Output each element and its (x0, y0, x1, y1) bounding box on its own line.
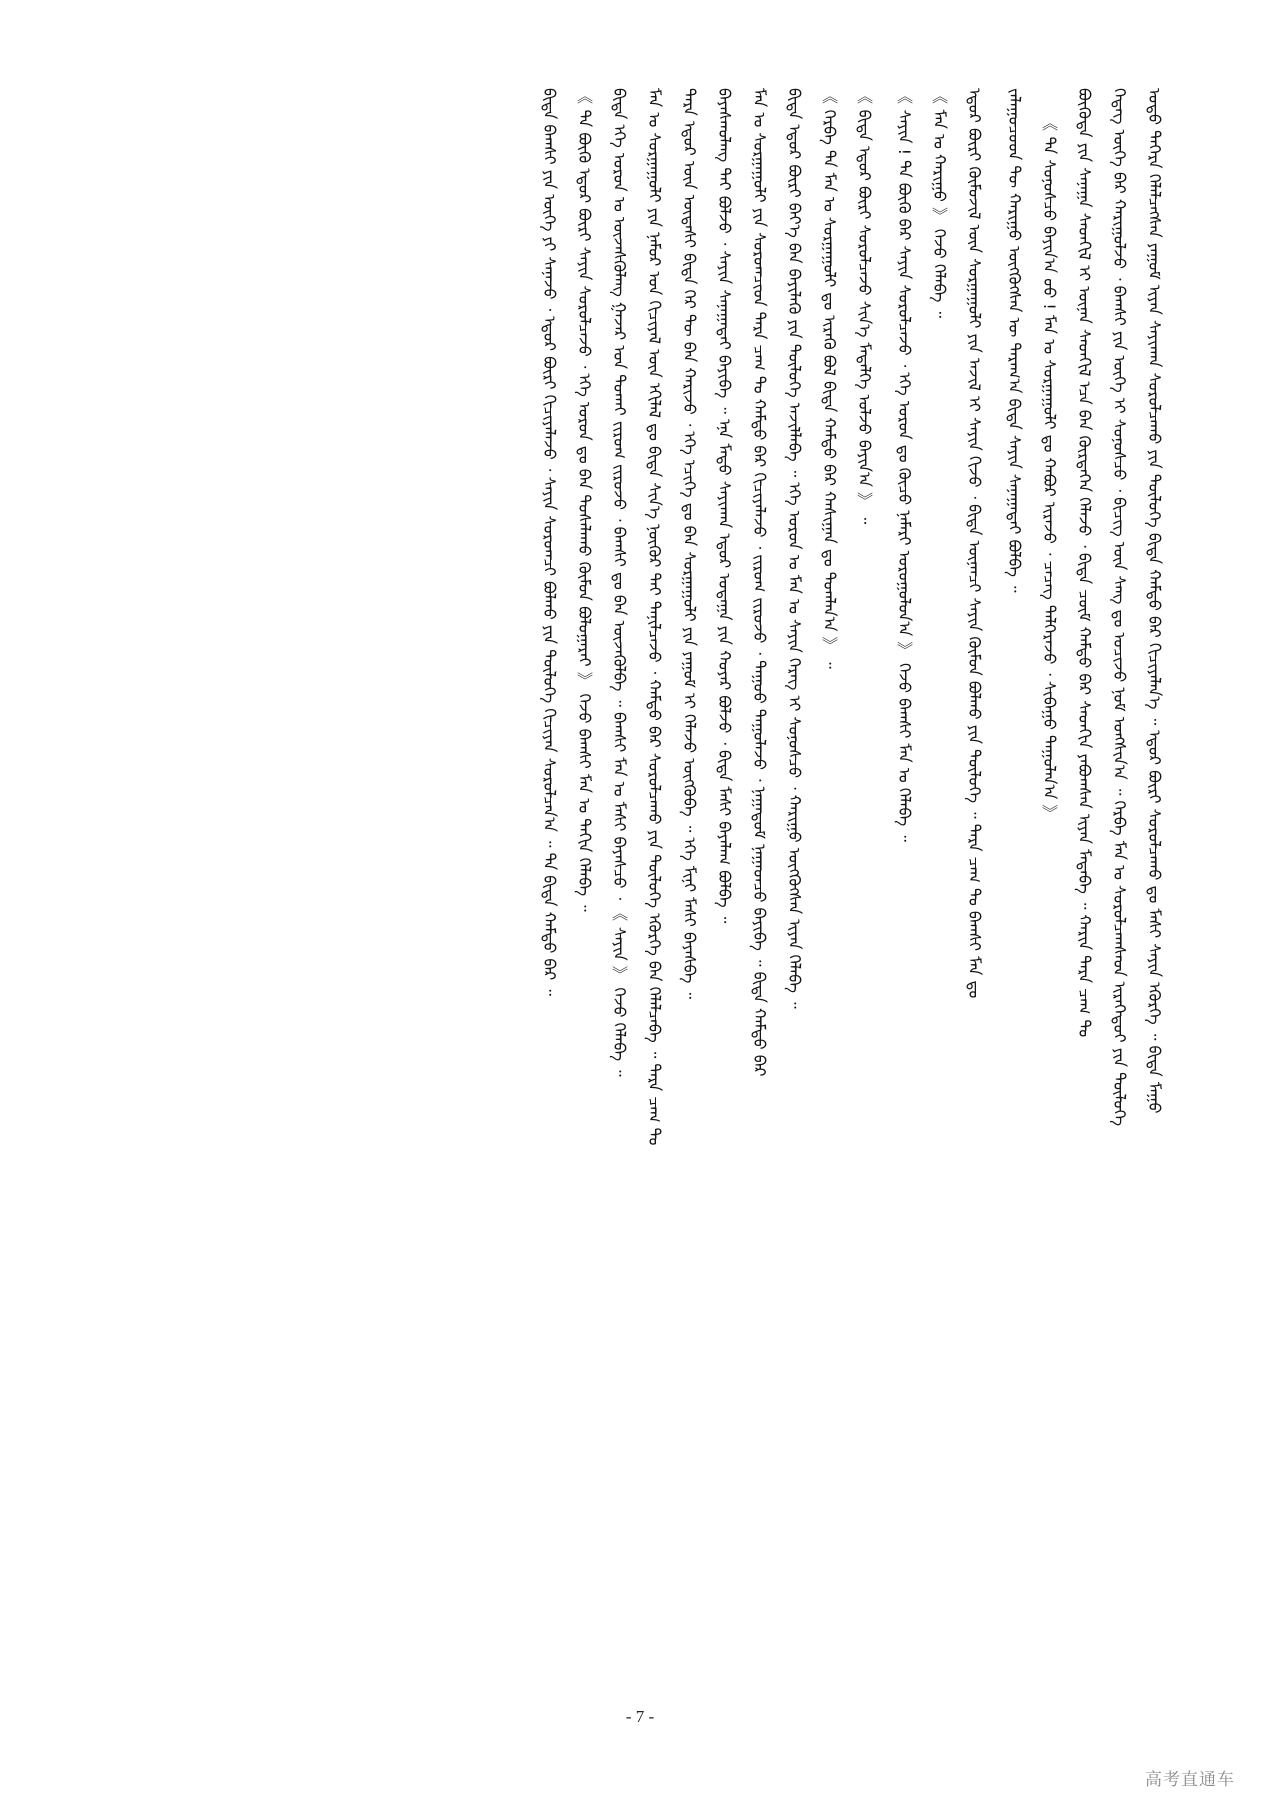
text-column-5: ᠵᠠᠯᠠᠭᠤᠴᠤᠳ ᠲᠦ ᠬᠠᠷᠢᠭᠤ ᠥᠭᠭᠦᠭᠰᠡᠨ ᠦ ᠳᠠᠷᠠᠭ᠎ᠠ ᠪᠢᠳᠡ ᠰᠠᠶᠢᠨ ᠰᠠᠨᠠᠭᠠᠲᠠᠶ ᠪᠣᠯᠪᠠ ᠃ (1005, 88, 1024, 593)
text-column-6: ᠡᠳᠦᠷ ᠪᠦᠷᠢ ᠬᠦᠮᠦᠵᠢᠯ ᠦᠨ ᠰᠤᠷᠭᠠᠭᠤᠯᠢ ᠶᠢᠨ ᠠᠵᠢᠯ ᠢ ᠰᠠᠶᠢᠨ ᠬᠢᠵᠦ ᠂ ᠪᠢᠳᠡ ᠦᠨᠡᠨᠴᠢ ᠰᠠᠶᠢᠨ ᠬᠦᠮᠦᠨ ᠪᠣᠯᠬᠤ ᠶᠢᠨ ᠲᠥᠯᠥᠭᠡ ᠃ ᠲᠡᠷᠡ ᠴᠠᠭ ᠲᠤ ᠪᠠᠭᠰᠢ ᠮᠠᠨ ᠳᠤ (965, 88, 984, 999)
text-column-1: ᠣᠳᠣ ᠳᠡᠭᠡᠷᠡ ᠬᠡᠯᠡᠯᠴᠡᠭᠰᠡᠨ ᠶᠠᠭᠤᠮ ᠢᠶᠠᠨ ᠰᠠᠶᠢᠬᠠᠨ ᠰᠤᠷᠤᠯᠴᠠᠬᠤ ᠶᠢᠨ ᠲᠥᠯᠥᠭᠡ ᠪᠢᠳᠡ ᠬᠠᠮᠲᠤ ᠪᠡᠷ ᠬᠢᠴᠢᠶᠡᠯᠡᠨ᠎ᠡ ᠃ ᠡᠳᠦᠷ ᠪᠦᠷᠢ ᠰᠤᠷᠤᠯᠴᠠᠬᠤ ᠳᠤ ᠮᠠᠰᠢ ᠰᠠᠶᠢᠨ ᠡᠭᠦᠷᠭᠡ ᠃ ᠪᠢᠳᠡ ᠮᠠᠭᠤ (1145, 88, 1164, 1114)
text-column-4: 《 ᠲᠠ ᠰᠣᠨᠣᠰᠴᠤ ᠪᠠᠶᠢᠨ᠎ᠠ ᠤᠤ ! ᠮᠠᠨ ᠤ ᠰᠤᠷᠭᠠᠭᠤᠯᠢ ᠳᠤ ᠬᠠᠪᠤᠷ ᠢᠷᠡᠵᠦ ᠂ ᠴᠡᠴᠡᠭ ᠳᠡᠯᠭᠡᠷᠡᠵᠦ ᠂ ᠰᠢᠪᠠᠭᠤ ᠳᠠᠭᠤᠯᠠᠨ᠎ᠠ 》 (1040, 115, 1059, 821)
text-column-16: ᠪᠢᠳᠡ ᠡᠬᠡ ᠣᠷᠣᠨ ᠤ ᠦᠵᠡᠰᠬᠦᠯᠡᠩ ᠭᠠᠵᠠᠷ ᠤᠨ ᠲᠤᠬᠠᠢ ᠵᠢᠷᠤᠭ ᠵᠢᠷᠤᠵᠤ ᠂ ᠪᠠᠭᠰᠢ ᠳᠤ ᠪᠡᠨ ᠦᠵᠡᠭᠦᠯᠪᠡ ᠃ ᠪᠠᠭᠰᠢ ᠮᠠᠨ ᠤ ᠮᠠᠰᠢ ᠪᠠᠶᠠᠰᠴᠤ ᠂ 《 ᠰᠠᠶᠢᠨ 》 ᠭᠡᠵᠦ ᠬᠡᠯᠡᠪᠡ ᠃ (610, 88, 629, 1077)
text-column-2: ᠭᠡᠳᠡᠭ ᠦᠭᠡ ᠪᠡᠷ ᠬᠠᠷᠢᠭᠤᠯᠵᠤ ᠂ ᠪᠠᠭᠰᠢ ᠶᠢᠨ ᠦᠭᠡ ᠢ ᠰᠣᠨᠣᠰᠴᠤ ᠂ ᠪᠢᠴᠢᠭ ᠦᠨ ᠰᠠᠩ ᠳᠤ ᠣᠴᠢᠵᠤ ᠨᠣᠮ ᠤᠩᠰᠢᠨ᠎ᠠ ᠃ ᠬᠡᠷᠪᠡ ᠮᠠᠨ ᠤ ᠰᠤᠷᠤᠯᠴᠠᠭᠰᠠᠳ ᠢᠷᠡᠭᠡᠳᠦᠢ ᠶᠢᠨ ᠲᠥᠯᠥᠭᠡ (1110, 88, 1129, 1127)
text-column-3: ᠪᠦᠭᠦᠳᠡ ᠶᠢᠨ ᠰᠠᠨᠠᠭᠠ ᠰᠡᠳᠬᠢᠯ ᠢ ᠦᠨᠡᠨ ᠰᠡᠳᠬᠢᠯ ᠡᠴᠡ ᠪᠠᠨ ᠬᠦᠷᠳᠡᠭᠡᠨ ᠬᠡᠯᠡᠵᠦ ᠂ ᠪᠢᠳᠡ ᠴᠥᠮ ᠬᠠᠮᠲᠤ ᠪᠡᠷ ᠰᠡᠳᠬᠢᠨ ᠶᠠᠪᠤᠭᠰᠠᠨ ᠢᠶᠠᠨ ᠮᠡᠳᠡᠪᠡ ᠃ ᠬᠠᠷᠢᠨ ᠲᠡᠷᠡ ᠴᠠᠭ ᠲᠤ (1075, 88, 1094, 1038)
text-column-17: 《 ᠲᠠ ᠪᠦᠬᠦ ᠡᠳᠦᠷ ᠪᠦᠷᠢ ᠰᠠᠶᠢᠨ ᠰᠤᠷᠤᠯᠴᠠᠵᠤ ᠂ ᠡᠬᠡ ᠣᠷᠣᠨ ᠳᠤ ᠪᠠᠨ ᠲᠤᠰᠠᠯᠠᠬᠤ ᠬᠦᠮᠦᠨ ᠪᠣᠯᠤᠭᠠᠷᠠᠶ 》 ᠭᠡᠵᠦ ᠪᠠᠭᠰᠢ ᠮᠠᠨ ᠤ ᠳᠠᠬᠢᠨ ᠬᠡᠯᠡᠪᠡ ᠃ (575, 88, 594, 912)
text-column-11: ᠪᠢᠳᠡ ᠡᠳᠦᠷ ᠪᠦᠷᠢ ᠪᠡᠶ᠎ᠡ ᠪᠡᠨ ᠪᠡᠶᠢᠯᠡᠬᠦ ᠶᠢᠨ ᠲᠥᠯᠥᠭᠡ ᠠᠵᠢᠯᠯᠠᠪᠠ ᠃ ᠡᠬᠡ ᠣᠷᠣᠨ ᠤ ᠮᠠᠨ ᠤ ᠰᠠᠶᠢᠨ ᠬᠡᠷᠡᠭ ᠢ ᠰᠣᠨᠣᠰᠴᠤ ᠂ ᠬᠠᠷᠢᠭᠤ ᠥᠭᠭᠦᠭᠰᠡᠨ ᠢᠶᠡᠨ ᠬᠡᠯᠡᠪᠡ ᠃ (785, 88, 804, 1009)
text-column-8: 《 ᠰᠠᠶᠢᠨ ! ᠲᠠ ᠪᠦᠬᠦ ᠪᠡᠷ ᠰᠠᠶᠢᠨ ᠰᠤᠷᠤᠯᠴᠠᠵᠤ ᠂ ᠡᠬᠡ ᠣᠷᠣᠨ ᠳᠤ ᠬᠦᠴᠦ ᠨᠡᠮᠡᠷᠢ ᠣᠷᠣᠭᠤᠯᠤᠨ᠎ᠠ 》 ᠭᠡᠵᠦ ᠪᠠᠭᠰᠢ ᠮᠠᠨ ᠤ ᠬᠡᠯᠡᠪᠡ ᠃ (895, 88, 914, 842)
page-number: - 7 - (625, 1707, 655, 1726)
text-column-12: ᠮᠠᠨ ᠤ ᠰᠤᠷᠭᠠᠭᠤᠯᠢ ᠶᠢᠨ ᠰᠤᠷᠤᠭᠴᠢᠳ ᠲᠡᠷᠡ ᠴᠠᠭ ᠲᠤ ᠬᠠᠮᠲᠤ ᠪᠡᠷ ᠬᠢᠴᠢᠶᠡᠯᠡᠵᠦ ᠂ ᠵᠢᠷᠤᠭ ᠵᠢᠷᠤᠵᠤ ᠂ ᠳᠠᠭᠤᠤ ᠳᠠᠭᠤᠯᠠᠵᠤ ᠂ ᠨᠠᠭᠠᠳᠤᠮ ᠨᠠᠭᠠᠳᠴᠤ ᠪᠠᠶᠢᠪᠠ ᠃ ᠪᠢᠳᠡ ᠬᠠᠮᠲᠤ ᠪᠡᠷ (750, 88, 769, 1077)
text-column-14: ᠲᠡᠷᠡ ᠡᠳᠦᠷ ᠦᠨ ᠦᠳᠡᠰᠢ ᠪᠢᠳᠡ ᠭᠡᠷ ᠲᠦ ᠪᠡᠨ ᠬᠠᠷᠢᠵᠤ ᠂ ᠡᠬᠡ ᠡᠴᠢᠭᠡ ᠳᠤ ᠪᠡᠨ ᠰᠤᠷᠭᠠᠭᠤᠯᠢ ᠶᠢᠨ ᠶᠠᠭᠤᠮ ᠢ ᠬᠡᠯᠡᠵᠦ ᠥᠭᠭᠦᠪᠡ ᠃ ᠡᠬᠡ ᠮᠢᠨᠢ ᠮᠠᠰᠢ ᠪᠠᠶᠠᠰᠪᠠ ᠃ (680, 88, 699, 1000)
text-column-10: 《 ᠬᠡᠷᠪᠡ ᠲᠠ ᠮᠠᠨ ᠤ ᠰᠤᠷᠭᠠᠭᠤᠯᠢ ᠳᠤ ᠢᠷᠡᠬᠦ ᠪᠣᠯ ᠪᠢᠳᠡ ᠬᠠᠮᠲᠤ ᠪᠡᠷ ᠬᠠᠰᠢᠭᠠᠨ ᠳᠤ ᠲᠣᠭᠯᠠᠨ᠎ᠠ 》 ᠃ (820, 88, 839, 669)
text-column-9: 《 ᠪᠢᠳᠡ ᠡᠳᠦᠷ ᠪᠦᠷᠢ ᠰᠤᠷᠤᠯᠴᠠᠵᠤ ᠰᠢᠨ᠎ᠡ ᠮᠡᠳᠡᠯᠭᠡ ᠣᠯᠵᠤ ᠪᠠᠶᠢᠨ᠎ᠠ 》 ᠃ (855, 88, 874, 525)
text-column-15: ᠮᠠᠨ ᠤ ᠰᠤᠷᠭᠠᠭᠤᠯᠢ ᠶᠢᠨ ᠨᠠᠮᠤᠷ ᠤᠨ ᠬᠢᠴᠢᠶᠡᠯ ᠦᠨ ᠡᠬᠢᠯᠡᠯ ᠳᠤ ᠪᠢᠳᠡ ᠰᠢᠨ᠎ᠡ ᠨᠥᠬᠦᠷ ᠲᠡᠢ ᠲᠠᠨᠢᠯᠴᠠᠵᠤ ᠂ ᠬᠠᠮᠲᠤ ᠪᠡᠷ ᠰᠤᠷᠤᠯᠴᠠᠬᠤ ᠶᠢᠨ ᠲᠥᠯᠥᠭᠡ ᠡᠭᠦᠷᠭᠡ ᠪᠠᠨ ᠬᠡᠯᠡᠯᠴᠡᠪᠡ ᠃ ᠲᠡᠷᠡ ᠴᠠᠭ ᠲᠤ (645, 88, 664, 1146)
text-column-18: ᠪᠢᠳᠡ ᠪᠠᠭᠰᠢ ᠶᠢᠨ ᠦᠭᠡ ᠶᠢ ᠰᠠᠨᠠᠵᠤ ᠂ ᠡᠳᠦᠷ ᠪᠦᠷᠢ ᠬᠢᠴᠢᠶᠡᠯᠡᠵᠦ ᠂ ᠰᠠᠶᠢᠨ ᠰᠤᠷᠤᠭᠴᠢ ᠪᠣᠯᠬᠤ ᠶᠢᠨ ᠲᠥᠯᠥᠭᠡ ᠬᠢᠴᠢᠶᠡᠨ ᠰᠤᠷᠤᠯᠴᠠᠨ᠎ᠠ ᠃ ᠲᠠ ᠪᠢᠳᠡ ᠬᠠᠮᠲᠤ ᠪᠡᠷ ᠃ (540, 88, 559, 996)
watermark: 高考直通车 (1145, 1770, 1235, 1790)
text-column-7: 《 ᠮᠠᠨ ᠤ ᠬᠠᠷᠢᠭᠤ 》 ᠭᠡᠵᠦ ᠬᠡᠯᠡᠪᠡ ᠃ (930, 88, 949, 318)
text-column-13: ᠪᠠᠶᠠᠰᠬᠤᠯᠠᠩ ᠲᠠᠢ ᠪᠣᠯᠵᠤ ᠂ ᠰᠠᠶᠢᠨ ᠰᠠᠨᠠᠭᠠᠲᠠᠶ ᠪᠠᠶᠢᠪᠠ ᠃ ᠡᠨᠡ ᠮᠡᠲᠦ ᠰᠠᠶᠢᠬᠠᠨ ᠡᠳᠦᠷ ᠤᠳᠠᠭᠠ ᠶᠢᠨ ᠬᠣᠶᠠᠷ ᠪᠣᠯᠵᠤ ᠂ ᠪᠢᠳᠡ ᠮᠠᠰᠢ ᠪᠠᠶᠠᠯᠠᠭ ᠪᠣᠯᠪᠠ ᠃ (715, 88, 734, 924)
